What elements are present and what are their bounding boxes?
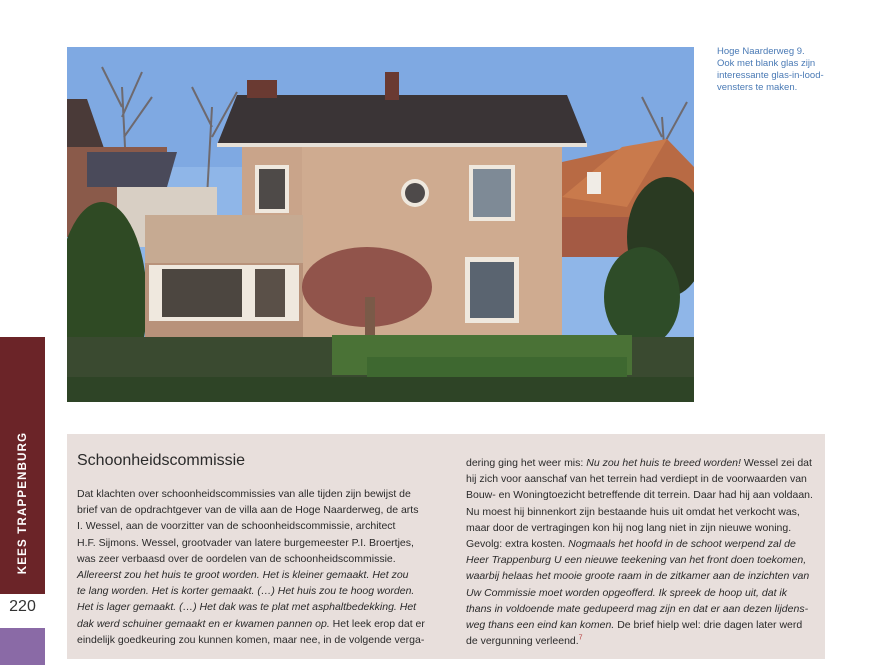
text-line [466,552,813,568]
text-run: waarbij helaas het mooie groote raam in de zitkamer aan de inzichten van [466,570,810,583]
text-run: dak werd schuiner gemaakt en er kwamen pannen op. [77,617,330,630]
text-run: thans in voldoende mate gedupeerd mag zijn en dat er aan dezen lijdens- [466,602,809,615]
text-run: Gevolg: extra kosten. [466,538,569,551]
text-line [466,504,813,520]
text-line [77,632,425,648]
text-run: dering ging het weer mis: [466,457,587,469]
text-line [466,617,813,633]
text-run: de vergunning verleend. [466,635,579,648]
text-run: Heer Trappenburg U een nieuwe teekening van het front doen toekomen, [466,554,807,567]
text-run: Wessel zei dat [740,457,812,469]
text-run: Nu zou het huis te breed worden! [586,457,741,469]
text-run: Allereerst zou het huis te groot worden. Het is kleiner gemaakt. Het zou [77,569,409,582]
text-line [77,518,425,534]
text-line [77,583,425,599]
caption-line: interessante glas-in-lood- [717,70,824,81]
text-line [77,567,425,583]
caption-line: Ook met blank glas zijn [717,58,816,69]
text-run: weg thans een eind kan komen. [466,619,615,632]
text-run: hij zich voor aanschaf van het terrein had verdiept in de voorwaarden van [466,473,807,486]
text-line [466,455,813,471]
text-line [77,486,425,502]
text-run: maar door de vertragingen kon hij nog lang niet in zijn nieuwe woning. [466,521,792,534]
text-line [466,487,813,503]
text-line [77,599,425,615]
text-line [77,502,425,518]
text-line [466,585,813,601]
text-line [466,471,813,487]
text-line [466,568,813,584]
footnote-marker: 7 [578,634,583,642]
running-head: KEES TRAPPENBURG [16,431,29,574]
text-run: Het leek erop dat er [329,617,425,630]
text-line [77,616,425,632]
text-run: Uw Commissie moet worden opgeofferd. Ik spreek de hoop uit, dat ik [466,586,787,599]
text-line [77,551,425,567]
text-line [466,633,813,649]
villa-photo [67,47,694,402]
chapter-tab [0,337,45,594]
page-number: 220 [9,598,36,615]
text-run: Het is lager gemaakt. (…) Het dak was te plat met asphaltbedekking. Het [77,601,417,614]
text-run: I. Wessel, aan de voorzitter van de schoonheidscommissie, architect [77,520,396,533]
text-run: Bouw- en Woningtoezicht betreffende dit terrein. Daar had hij aan voldaan. [466,489,813,502]
text-run: te lang worden. Het is korter gemaakt. (…) Het huis zou te hoog worden. [77,585,415,598]
text-run: Nogmaals het hoofd in de schoot werpend zal de [568,538,796,551]
text-run: De brief hielp wel: drie dagen later werd [614,619,803,632]
text-run: was zeer verbaasd over de oordelen van de schoonheidscommissie. [77,552,396,565]
photo-caption [717,46,847,94]
article-column-right [466,455,813,649]
text-run: H.F. Sijmons. Wessel, grootvader van latere burgemeester P.I. Broertjes, [77,536,414,549]
section-color-tab [0,628,45,665]
text-line [77,535,425,551]
text-line [466,520,813,536]
text-run: Nu moest hij binnenkort zijn bestaande huis uit omdat het verkocht was, [466,505,800,518]
text-run: Dat klachten over schoonheidscommissies van alle tijden zijn bewijst de [77,488,411,500]
caption-line: Hoge Naarderweg 9. [717,46,805,57]
text-run: brief van de opdrachtgever van de villa aan de Hoge Naarderweg, de arts [77,504,419,517]
text-line [466,536,813,552]
article-column-left [77,486,425,648]
caption-line: vensters te maken. [717,82,798,93]
text-run: eindelijk goedkeuring zou kunnen komen, maar nee, in de volgende verga- [77,633,425,646]
article-heading: Schoonheidscommissie [77,452,246,469]
text-line [466,601,813,617]
